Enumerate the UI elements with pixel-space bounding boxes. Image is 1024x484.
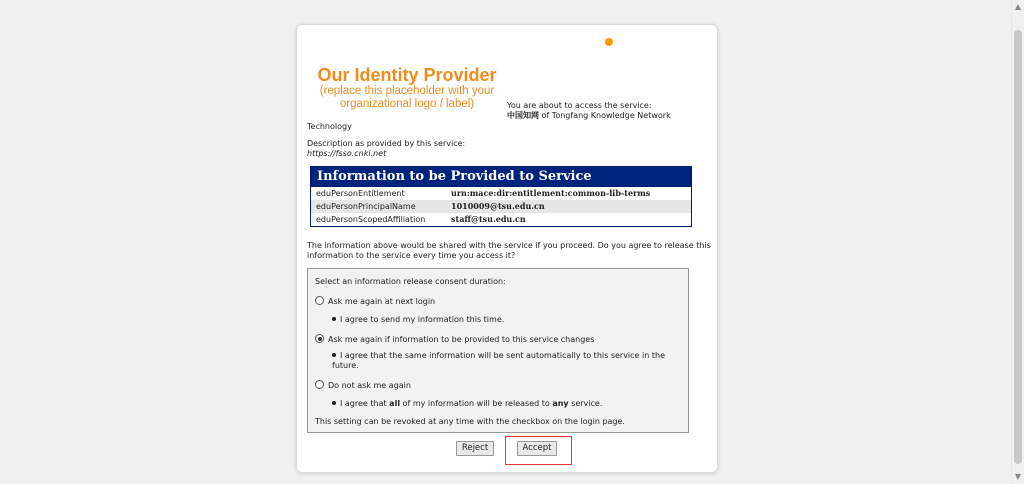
attribute-key: eduPersonPrincipalName — [316, 202, 416, 211]
consent-card — [296, 24, 718, 473]
detail-pre: I agree that — [340, 399, 390, 408]
attribute-value: staff@tsu.edu.cn — [451, 214, 526, 224]
accept-highlight-box — [505, 436, 572, 465]
service-access-notice — [507, 101, 671, 121]
attribute-table — [310, 166, 692, 227]
orange-dot-icon — [605, 38, 613, 46]
option-next-login[interactable] — [315, 296, 435, 306]
consent-footer: This setting can be revoked at any time with the checkbox on the login page. — [315, 417, 625, 426]
bullet-icon — [332, 353, 336, 357]
accept-button[interactable]: Accept — [517, 441, 557, 456]
description-label: Description as provided by this service: — [307, 139, 466, 148]
attribute-key: eduPersonScopedAffiliation — [316, 215, 426, 224]
detail-bold-any: any — [552, 399, 569, 408]
service-name: 中国知网 — [507, 111, 539, 120]
attribute-value: 1010009@tsu.edu.cn — [451, 201, 545, 211]
option-detail: I agree that the same information will be sent automatically to this service in the future. — [332, 351, 665, 370]
bullet-icon — [332, 317, 336, 321]
description-url: https://fsso.cnki.net — [307, 149, 387, 158]
access-intro: You are about to access the service: — [507, 101, 652, 110]
list-item — [332, 351, 672, 371]
option-label[interactable]: Ask me again at next login — [328, 297, 436, 306]
service-name-rest: of Tongfang Knowledge Network — [539, 111, 671, 120]
idp-logo-placeholder — [307, 65, 507, 111]
service-name-line — [507, 111, 671, 121]
detail-mid: of my information will be released to — [400, 399, 553, 408]
consent-prompt: Select an information release consent duration: — [315, 277, 506, 286]
share-notice: The information above would be shared with the service if you proceed. Do you agree to release this information to the service every time you access it? — [307, 241, 711, 260]
service-org-line: Technology — [307, 122, 352, 131]
scrollbar-thumb[interactable] — [1014, 30, 1022, 464]
scroll-up-icon[interactable]: ▲ — [1014, 2, 1022, 11]
consent-duration-box — [307, 268, 689, 433]
scroll-down-icon[interactable]: ▼ — [1014, 472, 1022, 481]
attribute-value: urn:mace:dir:entitlement:common-lib-terms — [451, 188, 651, 198]
attribute-table-header: Information to be Provided to Service — [311, 167, 691, 187]
table-row — [311, 200, 691, 213]
radio-never[interactable] — [315, 380, 324, 389]
option-on-change[interactable] — [315, 334, 594, 344]
table-row — [311, 187, 691, 200]
option-detail: I agree to send my information this time. — [340, 315, 505, 324]
logo-sub-1: (replace this placeholder with your — [319, 85, 495, 97]
detail-post: service. — [568, 399, 603, 408]
list-item — [332, 315, 672, 325]
bullet-icon — [332, 401, 336, 405]
reject-button[interactable]: Reject — [456, 441, 494, 456]
page-scrollbar[interactable] — [1011, 0, 1024, 484]
logo-sub-2: organizational logo / label) — [339, 98, 475, 110]
radio-on-change[interactable] — [315, 334, 324, 343]
option-label[interactable]: Ask me again if information to be provided to this service changes — [328, 335, 595, 344]
service-description — [307, 139, 465, 159]
option-label[interactable]: Do not ask me again — [328, 381, 411, 390]
list-item — [332, 399, 672, 409]
option-never[interactable] — [315, 380, 411, 390]
logo-title: Our Identity Provider — [317, 65, 497, 85]
detail-bold-all: all — [389, 399, 401, 408]
radio-next-login[interactable] — [315, 296, 324, 305]
table-row — [311, 213, 691, 226]
attribute-key: eduPersonEntitlement — [316, 189, 405, 198]
